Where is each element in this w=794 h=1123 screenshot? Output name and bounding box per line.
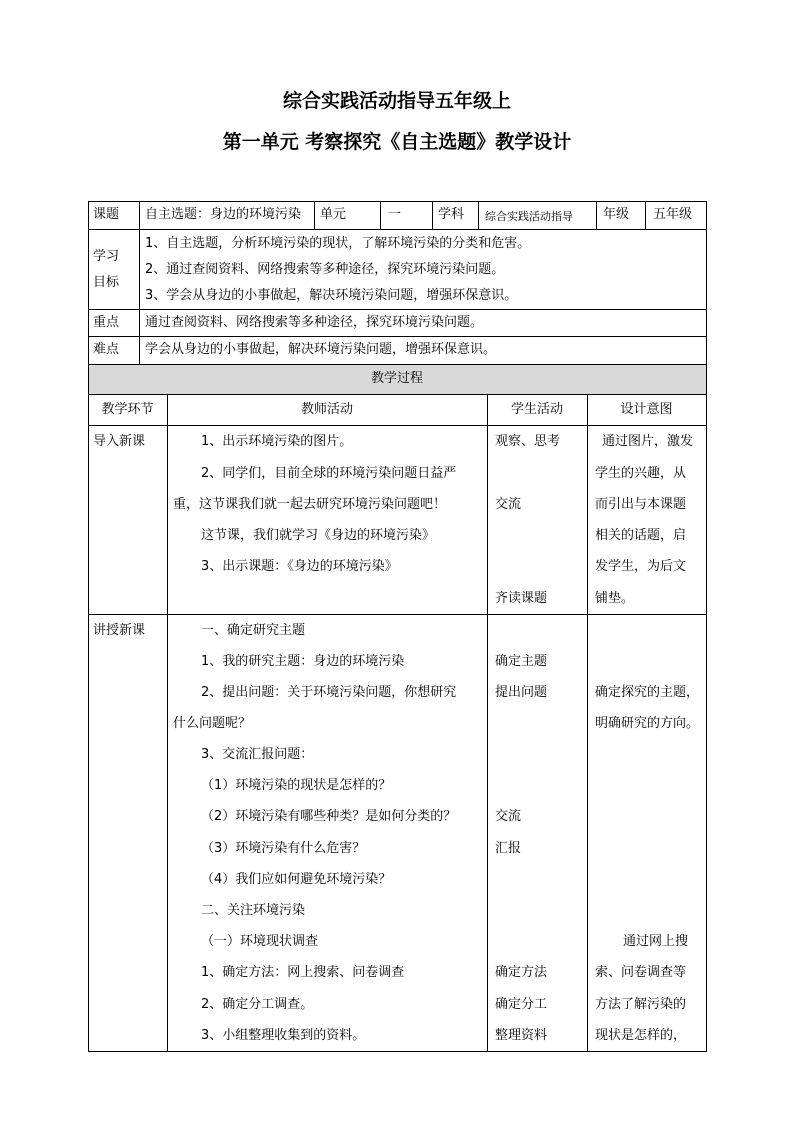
student-activity-line: 交流 (495, 809, 522, 824)
teacher-activity-line: 3、交流汇报问题： (201, 747, 314, 762)
design-intent-line: 索、问卷调查等 (595, 965, 687, 980)
teacher-activity-line: 2、提出问题：关于环境污染问题，你想研究 (201, 685, 457, 700)
design-intent-line: 发学生，为后文 (595, 559, 687, 574)
grade-label: 年级 (603, 207, 630, 222)
student-activity-line: 观察、思考 (495, 434, 561, 449)
student-activity-line: 确定主题 (495, 654, 548, 669)
column-header-intent: 设计意图 (620, 402, 673, 417)
section-name-teach: 讲授新课 (93, 623, 146, 638)
document-subtitle: 第一单元 考察探究《自主选题》教学设计 (222, 131, 572, 153)
grade-value: 五年级 (653, 207, 693, 222)
design-intent-line: 通过网上搜 (623, 934, 689, 949)
difficulty-value: 学会从身边的小事做起，解决环境污染问题，增强环保意识。 (145, 342, 497, 357)
subject-label: 学科 (438, 207, 465, 222)
teacher-activity-line: （4）我们应如何避免环境污染？ (201, 872, 392, 887)
teacher-activity-line: 这节课，我们就学习《身边的环境污染》 (201, 528, 436, 543)
design-intent-line: 相关的话题，启 (595, 528, 687, 543)
design-intent-line: 方法了解污染的 (595, 997, 687, 1012)
column-header-stage: 教学环节 (101, 402, 154, 417)
student-activity-line: 确定方法 (495, 965, 548, 980)
student-activity-line: 汇报 (495, 841, 522, 856)
student-activity-line: 交流 (495, 497, 522, 512)
key-point-value: 通过查阅资料、网络搜索等多种途径，探究环境污染问题。 (145, 315, 484, 330)
teacher-activity-line: 3、小组整理收集到的资料。 (201, 1028, 366, 1043)
design-intent-line: 铺垫。 (595, 591, 635, 606)
teacher-activity-line: （3）环境污染有什么危害？ (201, 841, 366, 856)
design-intent-line: 现状是怎样的， (595, 1028, 687, 1043)
difficulty-label: 难点 (93, 342, 120, 357)
student-activity-line: 确定分工 (495, 997, 548, 1012)
teacher-activity-line: 一、确定研究主题 (201, 623, 306, 638)
teacher-activity-line: （一）环境现状调查 (201, 934, 319, 949)
column-header-student: 学生活动 (510, 402, 563, 417)
goals-label-1: 学习 (93, 249, 120, 264)
design-intent-line: 而引出与本课题 (595, 497, 687, 512)
goal-item: 3、学会从身边的小事做起，解决环境污染问题，增强环保意识。 (145, 288, 518, 303)
teacher-activity-line: 1、我的研究主题：身边的环境污染 (201, 654, 405, 669)
teacher-activity-line: 2、同学们，目前全球的环境污染问题日益严 (201, 466, 457, 481)
key-point-label: 重点 (93, 315, 120, 330)
goals-label-2: 目标 (93, 275, 120, 290)
student-activity-line: 提出问题 (495, 685, 548, 700)
keti-value: 自主选题：身边的环境污染 (145, 207, 302, 222)
teacher-activity-line: （1）环境污染的现状是怎样的？ (201, 778, 392, 793)
document-title: 综合实践活动指导五年级上 (282, 90, 511, 112)
teacher-activity-line: 2、确定分工调查。 (201, 997, 314, 1012)
keti-label: 课题 (93, 207, 120, 222)
teacher-activity-line: 1、确定方法：网上搜索、问卷调查 (201, 965, 405, 980)
unit-value: 一 (388, 207, 402, 222)
process-title: 教学过程 (370, 371, 423, 386)
design-intent-line: 学生的兴趣，从 (595, 466, 687, 481)
student-activity-line: 齐读课题 (495, 591, 548, 606)
design-intent-line: 确定探究的主题， (595, 685, 700, 700)
design-intent-line: 明确研究的方向。 (595, 716, 700, 731)
section-name-intro: 导入新课 (93, 434, 146, 449)
teacher-activity-line: 什么问题呢？ (173, 716, 252, 731)
goal-item: 2、通过查阅资料、网络搜索等多种途径，探究环境污染问题。 (145, 262, 505, 277)
subject-value: 综合实践活动指导 (485, 210, 573, 223)
column-header-teacher: 教师活动 (300, 402, 353, 417)
teacher-activity-line: 二、关注环境污染 (201, 903, 306, 918)
teacher-activity-line: 重，这节课我们就一起去研究环境污染问题吧！ (173, 497, 447, 512)
teacher-activity-line: 1、出示环境污染的图片。 (201, 434, 353, 449)
unit-label: 单元 (320, 207, 347, 222)
goal-item: 1、自主选题，分析环境污染的现状，了解环境污染的分类和危害。 (145, 236, 531, 251)
design-intent-line: 通过图片，激发 (602, 434, 694, 449)
teacher-activity-line: （2）环境污染有哪些种类？是如何分类的？ (201, 809, 457, 824)
teacher-activity-line: 3、出示课题：《身边的环境污染》 (201, 559, 398, 574)
student-activity-line: 整理资料 (495, 1028, 548, 1043)
